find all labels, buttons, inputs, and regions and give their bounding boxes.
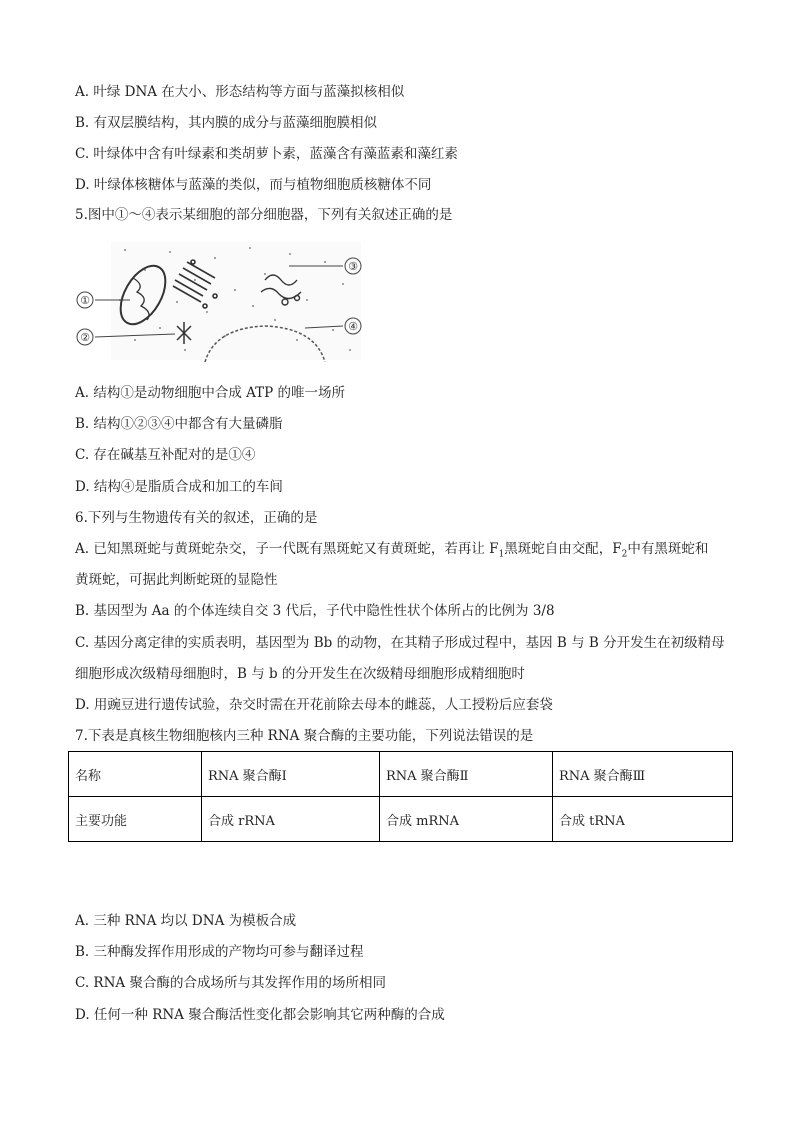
q5-option-c: C. 存在碱基互补配对的是①④ — [75, 447, 256, 463]
figure-label-3: ③ — [348, 260, 358, 273]
q5-option-a: A. 结构①是动物细胞中合成 ATP 的唯一场所 — [75, 385, 346, 401]
organelle-figure — [75, 240, 365, 362]
q7-option-c: C. RNA 聚合酶的合成场所与其发挥作用的场所相同 — [75, 975, 386, 991]
table-cell: 名称 — [69, 752, 202, 797]
q6-a-sub-1: 1 — [498, 549, 505, 560]
figure-label-2: ② — [80, 331, 90, 344]
q6-option-c-line2: 细胞形成次级精母细胞时，B 与 b 的分开发生在次级精母细胞形成精细胞时 — [75, 666, 525, 682]
table-cell: 主要功能 — [69, 797, 202, 842]
q4-option-d: D. 叶绿体核糖体与蓝藻的类似，而与植物细胞质核糖体不同 — [75, 177, 432, 193]
table-cell: RNA 聚合酶Ⅱ — [380, 752, 553, 797]
q6-option-a-line1 — [75, 540, 708, 564]
table-row — [69, 797, 733, 842]
q6-a-sub-2: 2 — [621, 549, 628, 560]
q6-option-d: D. 用豌豆进行遗传试验，杂交时需在开花前除去母本的雌蕊，人工授粉后应套袋 — [75, 697, 553, 713]
q4-option-a: A. 叶绿 DNA 在大小、形态结构等方面与蓝藻拟核相似 — [75, 84, 405, 100]
q7-option-d: D. 任何一种 RNA 聚合酶活性变化都会影响其它两种酶的合成 — [75, 1007, 445, 1023]
table-cell: 合成 rRNA — [202, 797, 380, 842]
table-cell: RNA 聚合酶Ⅰ — [202, 752, 380, 797]
table-row — [69, 752, 733, 797]
q7-option-a: A. 三种 RNA 均以 DNA 为模板合成 — [75, 913, 297, 929]
q6-a-text-3: 中有黑斑蛇和 — [627, 541, 709, 557]
q6-a-text-2: 黑斑蛇自由交配，F — [504, 541, 622, 557]
table-cell: 合成 tRNA — [553, 797, 733, 842]
table-cell: RNA 聚合酶Ⅲ — [553, 752, 733, 797]
q6-option-a-line2: 黄斑蛇，可据此判断蛇斑的显隐性 — [75, 572, 278, 588]
q7-option-b: B. 三种酶发挥作用形成的产物均可参与翻译过程 — [75, 944, 364, 960]
q5-stem: 5.图中①～④表示某细胞的部分细胞器，下列有关叙述正确的是 — [75, 207, 453, 223]
rna-polymerase-table — [68, 751, 733, 842]
q6-stem: 6.下列与生物遗传有关的叙述，正确的是 — [75, 510, 318, 526]
q5-option-b: B. 结构①②③④中都含有大量磷脂 — [75, 416, 283, 432]
q6-a-text-1: A. 已知黑斑蛇与黄斑蛇杂交，子一代既有黑斑蛇又有黄斑蛇，若再让 F — [75, 541, 499, 557]
figure-label-1: ① — [80, 294, 90, 307]
q4-option-c: C. 叶绿体中含有叶绿素和类胡萝卜素，蓝藻含有藻蓝素和藻红素 — [75, 146, 458, 162]
q7-stem: 7.下表是真核生物细胞核内三种 RNA 聚合酶的主要功能，下列说法错误的是 — [75, 728, 534, 744]
figure-label-4: ④ — [348, 320, 358, 333]
q6-option-c-line1: C. 基因分离定律的实质表明，基因型为 Bb 的动物，在其精子形成过程中，基因 B 与 B 分开发生在初级精母 — [75, 635, 725, 651]
q6-option-b: B. 基因型为 Aa 的个体连续自交 3 代后，子代中隐性性状个体所占的比例为 3/8 — [75, 603, 555, 619]
q4-option-b: B. 有双层膜结构，其内膜的成分与蓝藻细胞膜相似 — [75, 115, 378, 131]
table-cell: 合成 mRNA — [380, 797, 553, 842]
q5-option-d: D. 结构④是脂质合成和加工的车间 — [75, 479, 283, 495]
